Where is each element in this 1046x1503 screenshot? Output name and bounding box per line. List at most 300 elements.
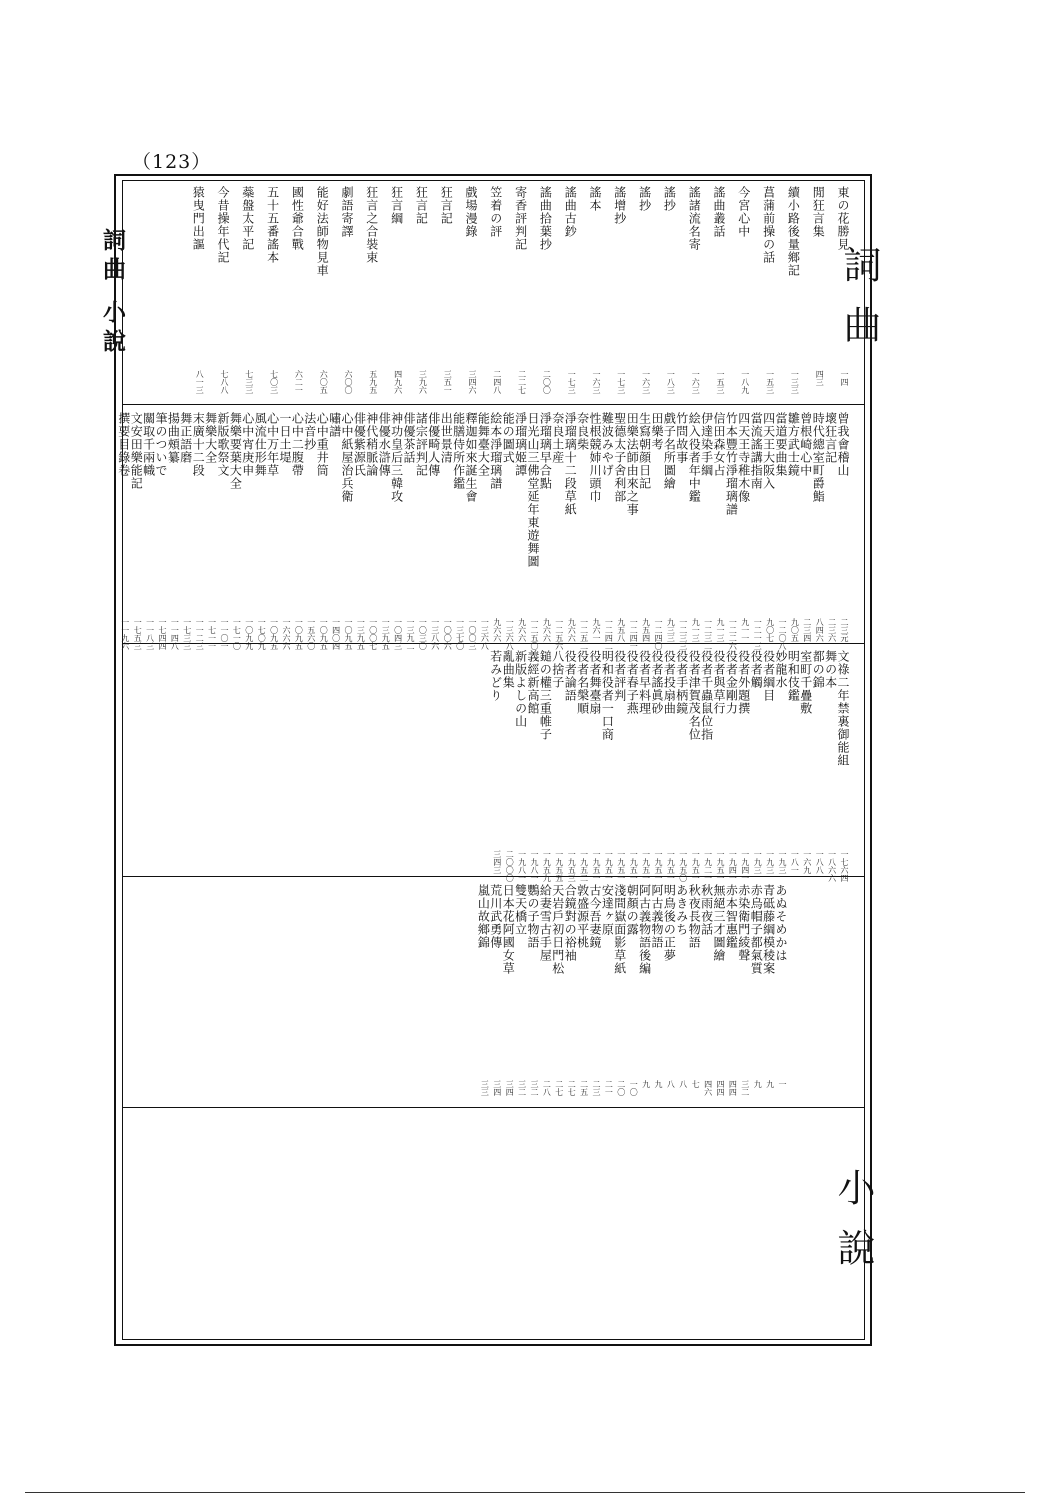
index-entry: [613, 884, 627, 1102]
entry-title: 役者金剛力: [724, 650, 739, 715]
entry-title: 役者名槃順: [575, 650, 590, 715]
entry-title: 秋雨夜話: [699, 884, 714, 936]
entry-title: 戲場漫錄: [464, 186, 478, 238]
entry-title: 八捨子: [550, 650, 565, 689]
index-entry: [737, 186, 751, 392]
entry-title: 一日土堤: [278, 412, 292, 464]
band-divider: [122, 876, 865, 877]
entry-title: 室町千疊敷: [798, 650, 813, 715]
entry-number: 一九五一: [616, 850, 626, 882]
index-entry: [327, 412, 342, 650]
index-entry: [476, 884, 490, 1102]
entry-title: 俳優水滸傳: [377, 412, 392, 477]
entry-number: 七〇三: [269, 370, 279, 394]
entry-title: 閒狂言集: [811, 186, 826, 238]
entry-title: 四天王寺稚木像: [736, 412, 751, 503]
index-entry: [638, 186, 652, 392]
index-entry: [563, 412, 577, 640]
entry-title: 國性爺合戰: [290, 186, 305, 251]
index-entry: [265, 412, 280, 650]
entry-title: 俳優茶話: [402, 412, 416, 464]
entry-number: 一七一〇: [232, 618, 242, 650]
index-entry: [538, 412, 552, 640]
index-entry: [141, 412, 156, 650]
entry-title: 舞の本: [823, 650, 838, 689]
entry-number: 二七: [567, 1080, 577, 1096]
entry-title: 赤本智惠鑑: [724, 884, 739, 949]
entry-number: 一二四二: [604, 618, 614, 650]
entry-title: 秋夜長物語: [687, 884, 702, 949]
index-entry: [116, 412, 131, 650]
index-entry: [501, 650, 516, 882]
entry-number: 一五三: [765, 370, 775, 394]
band-divider: [122, 404, 865, 405]
entry-title: 文安田樂能記: [129, 412, 144, 490]
entry-title: 役者觸: [749, 650, 764, 689]
entry-number: 一九五五: [554, 850, 564, 882]
entry-title: 狂言記: [439, 186, 454, 225]
index-entry: [749, 650, 763, 872]
entry-title: 蘂盤太平記: [240, 186, 255, 251]
index-entry: [414, 186, 428, 392]
entry-title: 舞樂要葉大全: [228, 412, 243, 490]
index-entry: [736, 650, 751, 882]
entry-title: 諸宗評判記: [414, 412, 429, 477]
entry-number: 一一九六: [120, 618, 130, 650]
entry-number: 九: [641, 1080, 651, 1088]
entry-number: 一一〇一: [220, 618, 229, 650]
index-entry: [203, 412, 218, 650]
entry-number: 一九八一: [517, 850, 527, 882]
entry-title: 當流謠講指南: [749, 412, 764, 490]
entry-title: 文祿二年禁裏御能組: [836, 650, 850, 767]
index-entry: [364, 412, 379, 650]
index-entry: [278, 412, 292, 650]
entry-title: 五十五番謠本: [265, 186, 280, 264]
entry-number: 三三: [480, 1080, 490, 1096]
entry-title: 信田森女占: [712, 412, 726, 477]
entry-number: 一七六四: [840, 850, 849, 882]
entry-title: 役者投扇曲: [662, 650, 677, 715]
entry-number: 七三三: [244, 370, 254, 394]
index-entry: [489, 884, 503, 1102]
entry-title: 安達ヶ原: [600, 884, 615, 936]
index-entry: [576, 884, 590, 1102]
index-entry: [638, 412, 652, 640]
band-divider: [122, 1107, 865, 1108]
entry-number: 三二: [740, 1080, 750, 1096]
entry-title: 役者春子燕: [625, 650, 640, 715]
index-entry: [464, 412, 478, 650]
page-number: （123）: [132, 151, 212, 173]
entry-number: 一七三: [616, 370, 626, 394]
entry-title: 田樂法師由來之事: [625, 412, 640, 516]
entry-number: 一二一三: [753, 618, 763, 650]
entry-number: 一七三三: [182, 618, 192, 650]
entry-number: 一三九五: [381, 618, 391, 650]
entry-number: 一七〇九: [257, 618, 267, 650]
entry-title: 時代總室町爵鮨: [811, 412, 826, 503]
entry-title: 謠本: [588, 186, 602, 212]
entry-title: 役者謠眞砂: [650, 650, 664, 715]
index-entry: [638, 884, 652, 1102]
entry-number: 一〇九五: [269, 618, 279, 650]
entry-number: 一七五三: [133, 618, 143, 650]
entry-title: 嵐山故鄉錦: [476, 884, 491, 949]
entry-number: 二五: [579, 1080, 589, 1096]
entry-number: 九六六: [517, 618, 527, 642]
entry-title: 能好法師物見車: [315, 186, 330, 277]
entry-number: 一六三: [691, 370, 701, 394]
index-entry: [538, 186, 552, 392]
index-entry: [774, 412, 788, 650]
index-entry: [513, 650, 528, 882]
index-entry: [501, 884, 515, 1102]
entry-title: 今昔操年代記: [216, 186, 230, 264]
entry-title: 役者手柄鏡: [674, 650, 689, 715]
entry-number: 一三七〇: [455, 618, 465, 650]
index-entry: [588, 650, 602, 882]
index-entry: [563, 650, 578, 882]
entry-number: 七: [691, 1080, 701, 1088]
entry-title: 妙龍水: [774, 650, 788, 689]
entry-number: 九五四: [641, 618, 651, 642]
entry-title: 狂言記: [414, 186, 429, 225]
index-entry: [501, 412, 516, 650]
index-entry: [724, 884, 738, 1102]
index-entry: [526, 412, 540, 650]
entry-title: 青砥藤綱模稜案: [761, 884, 776, 975]
index-entry: [836, 186, 850, 392]
entry-title: 淨瑠璃姬譚: [513, 412, 528, 477]
index-entry: [674, 650, 689, 882]
entry-title: 阿古義物語後編: [637, 884, 652, 975]
entry-title: 日本花阿國女草: [501, 884, 516, 975]
entry-number: 一一四八: [170, 618, 180, 650]
index-entry: [786, 650, 800, 872]
entry-title: 狂言綱: [389, 186, 404, 225]
entry-title: 若みどり: [488, 650, 503, 702]
entry-number: 一六六六: [282, 618, 291, 650]
entry-number: 九一三: [716, 618, 725, 642]
entry-number: 一〇九五: [319, 618, 329, 650]
entry-number: 一二三二: [703, 618, 713, 650]
index-entry: [674, 412, 689, 650]
index-entry: [687, 650, 702, 882]
entry-title: 古今吾妻鏡: [588, 884, 602, 949]
index-entry: [600, 884, 614, 1102]
index-entry: [613, 186, 627, 392]
index-entry: [489, 186, 503, 392]
entry-title: 鎚の權三重帷子: [538, 650, 553, 741]
index-entry: [762, 884, 776, 1102]
index-entry: [762, 650, 776, 872]
entry-number: 一九五一: [691, 850, 701, 882]
index-entry: [315, 412, 330, 650]
entry-number: 一〇四三: [393, 618, 403, 650]
entry-title: 淨瑠璃早合點: [538, 412, 553, 490]
entry-number: 一三六八: [505, 618, 515, 650]
entry-number: 一七三: [567, 370, 577, 394]
index-entry: [712, 186, 726, 392]
entry-number: 一八一: [790, 850, 800, 874]
entry-number: 一六三: [592, 370, 601, 394]
entry-number: 一〇: [629, 1080, 639, 1096]
entry-title: 赤染衛門綾聲: [736, 884, 751, 962]
entry-title: 心中重井筒: [315, 412, 330, 477]
entry-number: 八四六: [815, 618, 825, 642]
entry-number: 一九五一: [654, 850, 663, 882]
entry-number: 一八八: [815, 850, 825, 874]
index-entry: [340, 412, 354, 650]
entry-title: 俳優紫源氏: [352, 412, 367, 477]
index-entry: [600, 650, 615, 882]
entry-title: 竹本豐竹淨瑠璃譜: [724, 412, 739, 516]
entry-number: 一三三: [790, 370, 800, 394]
entry-number: 一二五六: [554, 618, 564, 650]
entry-number: 一三九二: [406, 618, 415, 650]
index-entry: [389, 412, 404, 650]
index-entry: [823, 650, 838, 882]
entry-number: 一九五一: [716, 850, 725, 882]
index-entry: [216, 412, 230, 650]
entry-number: 二〇: [616, 1080, 626, 1096]
entry-number: 一七四四: [158, 618, 167, 650]
entry-number: 一〇〇三: [468, 618, 477, 650]
index-entry: [612, 650, 627, 882]
index-entry: [464, 186, 478, 392]
entry-number: 一九五一: [641, 850, 651, 882]
entry-title: 曾根崎心中: [798, 412, 813, 477]
entry-number: 一〇〇七: [368, 618, 378, 650]
entry-title: 猿曳門出謳: [191, 186, 206, 251]
entry-title: 心中万年草: [265, 412, 280, 477]
entry-number: 一五六〇: [306, 618, 316, 650]
entry-number: 一八六六: [827, 850, 837, 882]
entry-title: 鸚の子物語: [526, 884, 540, 949]
entry-number: 九: [654, 1080, 663, 1088]
entry-title: 笠着の評: [488, 186, 503, 238]
index-entry: [166, 412, 181, 650]
entry-title: 曾我會稽山: [836, 412, 850, 477]
index-entry: [538, 650, 553, 882]
entry-number: 一九八一: [530, 850, 539, 882]
entry-number: 一一八三: [145, 618, 155, 650]
entry-title: 俳優畸人傳: [426, 412, 441, 477]
index-entry: [290, 412, 305, 650]
entry-title: 釋迦如來誕生會: [464, 412, 478, 503]
entry-title: 奈良土産: [550, 412, 565, 464]
entry-number: 三四三: [492, 850, 502, 874]
index-entry: [724, 650, 739, 882]
entry-title: あぬそめかは: [774, 884, 788, 962]
entry-number: 九六六: [492, 618, 502, 642]
entry-title: 神功皇后三韓攻: [389, 412, 404, 503]
entry-title: 役者舞臺扇: [588, 650, 602, 715]
section-title-shousetsu: 小說: [831, 1168, 875, 1288]
entry-number: 一九五一: [666, 850, 676, 882]
entry-number: 八一三: [195, 370, 205, 394]
entry-title: 絵本淨瑠璃譜: [488, 412, 503, 490]
entry-title: 謠增抄: [612, 186, 627, 225]
entry-title: 神代稍脈論: [364, 412, 379, 477]
entry-number: 二〇〇〇: [505, 850, 515, 882]
entry-number: 一五三: [716, 370, 725, 394]
entry-number: 一三八六: [430, 618, 440, 650]
index-entry: [712, 412, 726, 640]
entry-number: 一三六八: [480, 618, 490, 650]
index-entry: [637, 650, 652, 882]
index-entry: [514, 884, 528, 1102]
index-entry: [700, 884, 714, 1102]
entry-title: 菖蒲前操の話: [761, 186, 776, 264]
index-entry: [687, 412, 701, 640]
entry-title: 阿古義物語: [650, 884, 664, 949]
entry-title: 役者與草行: [712, 650, 726, 715]
index-entry: [191, 412, 206, 650]
index-entry: [762, 186, 776, 392]
index-entry: [811, 186, 825, 392]
index-entry: [538, 884, 552, 1102]
index-entry: [241, 186, 255, 392]
index-entry: [240, 412, 255, 650]
entry-title: 田樂考: [650, 412, 664, 451]
index-entry: [340, 186, 354, 392]
entry-number: 二一: [604, 1080, 614, 1096]
index-entry: [489, 650, 503, 872]
entry-title: 劇語寄譯: [340, 186, 354, 238]
entry-title: 舞正語磨: [178, 412, 193, 464]
entry-title: 役者論語: [563, 650, 578, 702]
entry-number: 一二二六: [728, 618, 738, 650]
index-entry: [302, 412, 317, 650]
entry-title: 謠諸流名寄: [687, 186, 702, 251]
index-entry: [365, 186, 379, 392]
entry-number: 五九五: [368, 370, 378, 394]
entry-number: 一二四〇: [654, 618, 663, 650]
index-entry: [613, 412, 627, 640]
entry-number: 九五八: [616, 618, 626, 642]
entry-title: 心中紙屋治兵衛: [340, 412, 354, 503]
index-entry: [687, 884, 701, 1102]
entry-number: 一九四一: [728, 850, 738, 882]
index-entry: [762, 412, 776, 640]
index-entry: [600, 412, 615, 650]
index-entry: [625, 884, 639, 1102]
entry-title: 義經新高館: [526, 650, 540, 715]
entry-number: 二〇〇: [542, 370, 552, 394]
index-entry: [588, 412, 602, 640]
index-entry: [575, 650, 590, 882]
entry-number: 一〇九五: [294, 618, 304, 650]
index-entry: [476, 412, 491, 650]
entry-number: 九: [753, 1080, 763, 1088]
entry-title: 四天王大阪入: [761, 412, 776, 490]
entry-title: 役者綱目: [761, 650, 776, 702]
entry-number: 九六六: [567, 618, 577, 642]
index-entry: [191, 186, 205, 392]
entry-title: 役者千蟲鼠位指: [699, 650, 714, 741]
index-entry: [662, 884, 676, 1102]
entry-number: 九六六: [542, 618, 552, 642]
index-entry: [451, 412, 466, 650]
entry-number: 一九四一: [740, 850, 750, 882]
entry-title: 當道要曲集: [774, 412, 788, 477]
index-entry: [712, 884, 726, 1102]
entry-number: 二二七: [517, 370, 527, 394]
index-entry: [799, 412, 813, 640]
entry-number: 一二五〇: [530, 618, 539, 650]
entry-number: 四九六: [393, 370, 403, 394]
index-entry: [129, 412, 144, 650]
index-entry: [402, 412, 416, 650]
index-entry: [650, 650, 664, 882]
index-entry: [811, 412, 825, 640]
index-entry: [551, 884, 565, 1102]
entry-number: 七八八: [220, 370, 229, 394]
entry-title: 能舞臺大全: [476, 412, 491, 477]
entry-number: 二三: [592, 1080, 601, 1096]
entry-number: 八: [678, 1080, 688, 1088]
index-entry: [824, 412, 838, 640]
entry-title: 關取千兩幟: [141, 412, 156, 477]
entry-title: 合鏡對の裕袖: [563, 884, 578, 962]
entry-number: 三四: [492, 1080, 502, 1096]
entry-title: 竹問故事: [674, 412, 689, 464]
entry-number: 一一二三: [195, 618, 205, 650]
entry-number: 一九三: [753, 850, 763, 874]
entry-title: 謠抄: [662, 186, 677, 212]
entry-number: 八: [666, 1080, 676, 1088]
entry-number: 九三三: [666, 618, 676, 642]
entry-number: 一二三三: [678, 618, 688, 650]
entry-title: 新版歌祭文: [216, 412, 230, 477]
index-entry: [799, 650, 813, 872]
index-entry: [712, 650, 726, 882]
footer-rule: [25, 1492, 1025, 1493]
entry-number: 一〇九九: [244, 618, 254, 650]
entry-number: 一九三: [765, 850, 775, 874]
index-entry: [216, 186, 230, 392]
entry-number: 一九五一: [629, 850, 639, 882]
entry-title: 雛方武士鏡: [786, 412, 801, 477]
index-entry: [699, 412, 714, 650]
index-entry: [774, 884, 788, 1102]
entry-title: 天岩戶初日門松: [550, 884, 565, 975]
index-entry: [737, 412, 751, 640]
entry-number: 二七: [554, 1080, 564, 1096]
index-entry: [514, 412, 528, 640]
entry-title: 末廣十二段: [191, 412, 206, 477]
entry-number: 一二〇八: [778, 618, 787, 650]
index-entry: [836, 650, 850, 882]
entry-number: 一九五二: [579, 850, 589, 882]
entry-title: 奈良柴: [575, 412, 590, 451]
entry-title: 寄香評判記: [513, 186, 528, 251]
index-entry: [352, 412, 367, 650]
index-entry: [439, 186, 453, 392]
entry-title: 謠曲拾葉抄: [538, 186, 553, 251]
index-entry: [439, 412, 454, 650]
index-entry: [588, 884, 602, 1102]
entry-title: 東の花勝見: [836, 186, 850, 251]
entry-title: 役者津賀茂名位: [687, 650, 702, 741]
entry-number: 九〇七: [765, 618, 775, 642]
entry-number: 一九五〇: [678, 850, 688, 882]
entry-title: 給妻雪古手屋: [538, 884, 553, 962]
index-entry: [675, 884, 689, 1102]
entry-title: 性根競姉川頭巾: [588, 412, 602, 503]
